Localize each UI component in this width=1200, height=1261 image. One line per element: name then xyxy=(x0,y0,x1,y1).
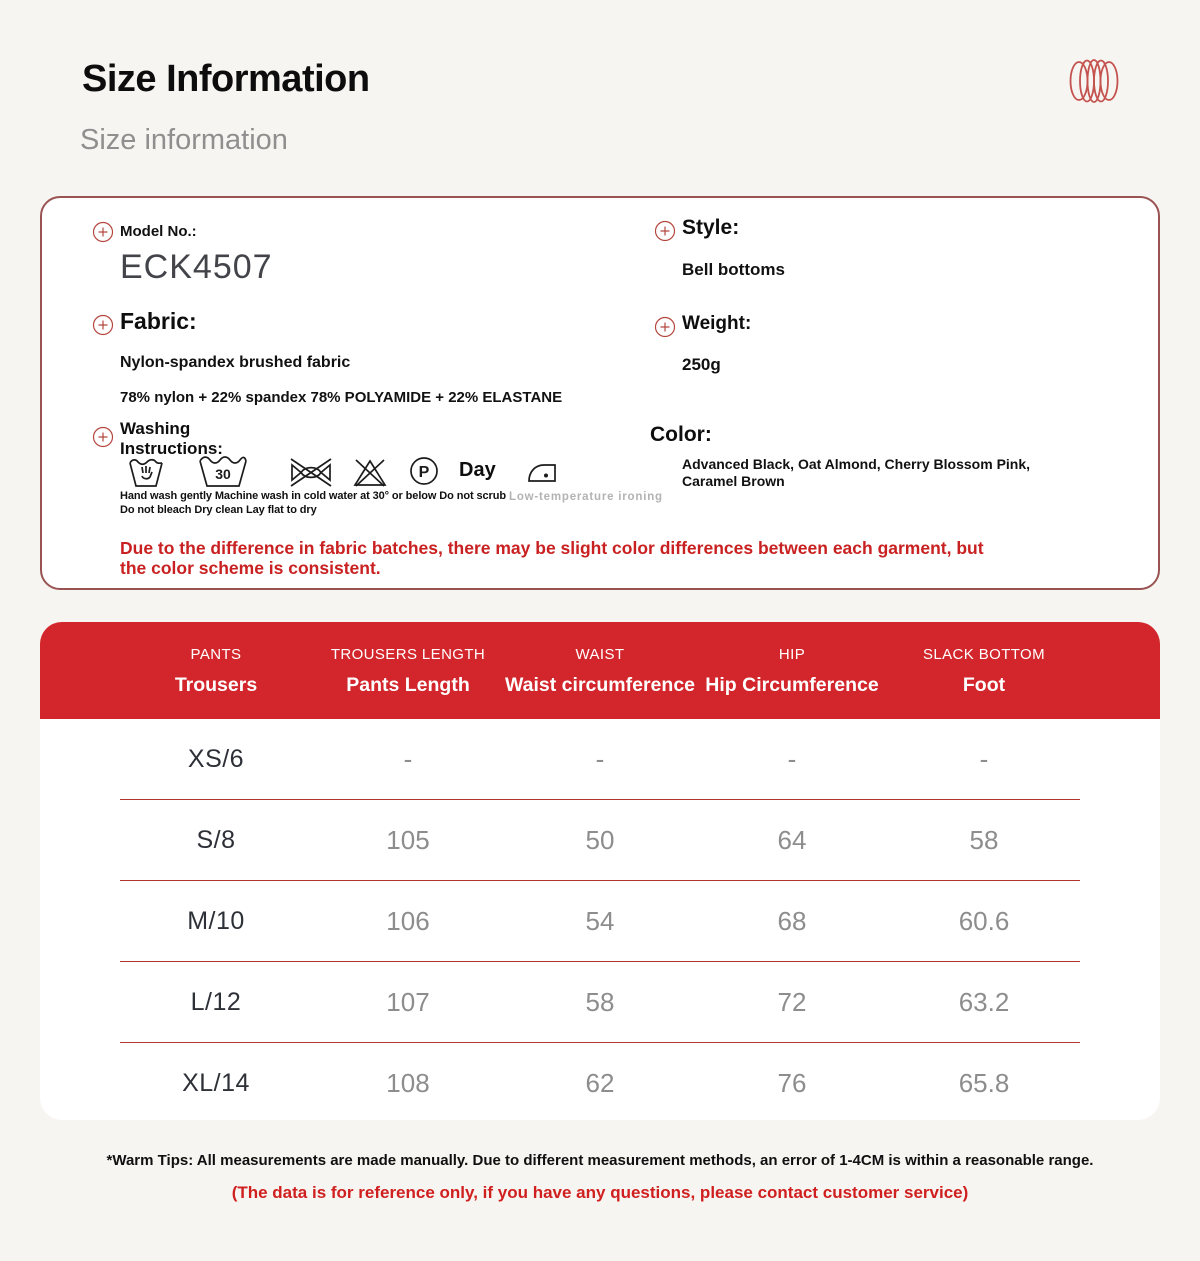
value-cell: 62 xyxy=(585,1067,615,1098)
size-cell: M/10 xyxy=(187,906,245,935)
fabric-label: Fabric: xyxy=(120,308,197,334)
day-label: Day xyxy=(459,459,496,481)
value-cell: 54 xyxy=(585,905,615,936)
table-header xyxy=(40,622,1160,719)
value-cell: - xyxy=(403,743,413,774)
value-cell: - xyxy=(979,743,989,774)
table-row xyxy=(120,800,1080,881)
table-header-cell-pants: PANTS Trousers xyxy=(174,646,258,696)
value-cell: 76 xyxy=(777,1067,807,1098)
value-cell: 106 xyxy=(386,905,430,936)
value-cell: 58 xyxy=(585,986,615,1017)
table-row xyxy=(120,881,1080,962)
size-table-card xyxy=(40,622,1160,1120)
washing-label: Washing Instructions: xyxy=(120,419,223,458)
table-header-cell-slack-bottom: SLACK BOTTOM Foot xyxy=(922,646,1046,696)
do-not-bleach-icon xyxy=(353,457,387,488)
color-label: Color: xyxy=(650,423,712,446)
value-cell: - xyxy=(787,743,797,774)
model-label: Model No.: xyxy=(120,223,197,240)
plus-icon xyxy=(92,426,114,448)
coil-logo-icon xyxy=(1068,58,1120,104)
weight-label: Weight: xyxy=(682,313,752,334)
page-subtitle: Size information xyxy=(80,124,288,156)
value-cell: 58 xyxy=(969,824,999,855)
table-body xyxy=(120,719,1080,1120)
table-header-cell-hip: HIP Hip Circumference xyxy=(705,646,879,696)
washing-caption-line1: Hand wash gently Machine wash in cold water at 30° or below Do not scrub xyxy=(120,490,506,502)
model-value: ECK4507 xyxy=(120,248,273,286)
value-cell: 63.2 xyxy=(958,986,1010,1017)
value-cell: 60.6 xyxy=(958,905,1010,936)
washing-caption-line2: Do not bleach Dry clean Lay flat to dry xyxy=(120,504,317,516)
style-value: Bell bottoms xyxy=(682,260,785,279)
plus-icon xyxy=(654,220,676,242)
svg-text:P: P xyxy=(418,464,430,481)
value-cell: 72 xyxy=(777,986,807,1017)
size-cell: XL/14 xyxy=(182,1068,250,1097)
value-cell: 68 xyxy=(777,905,807,936)
weight-value: 250g xyxy=(682,355,721,374)
value-cell: 50 xyxy=(585,824,615,855)
dry-clean-p-icon xyxy=(409,456,439,486)
product-info-card xyxy=(40,196,1160,590)
value-cell: - xyxy=(595,743,605,774)
value-cell: 64 xyxy=(777,824,807,855)
table-header-cell-waist: WAIST Waist circumference xyxy=(504,646,696,696)
machine-wash-30-icon xyxy=(198,454,248,488)
plus-icon xyxy=(92,221,114,243)
style-label: Style: xyxy=(682,216,740,239)
plus-icon xyxy=(654,316,676,338)
table-row xyxy=(120,719,1080,800)
page-title: Size Information xyxy=(82,58,370,100)
value-cell: 105 xyxy=(386,824,430,855)
fabric-name: Nylon-spandex brushed fabric xyxy=(120,354,351,371)
value-cell: 65.8 xyxy=(958,1067,1010,1098)
fabric-batch-notice: Due to the difference in fabric batches, there may be slight color differences between each garment, but the color scheme is consistent. xyxy=(120,538,984,578)
size-cell: XS/6 xyxy=(187,744,245,773)
do-not-wring-icon xyxy=(289,457,333,488)
svg-text:30: 30 xyxy=(215,466,231,482)
value-cell: 107 xyxy=(386,986,430,1017)
fabric-composition: 78% nylon + 22% spandex 78% POLYAMIDE + 22% ELASTANE xyxy=(120,389,563,406)
warm-tips-note: *Warm Tips: All measurements are made manually. Due to different measurement methods, an error of 1-4CM is within a reasonable range. xyxy=(106,1152,1094,1169)
reference-note: (The data is for reference only, if you have any questions, please contact customer service) xyxy=(231,1183,969,1202)
size-cell: S/8 xyxy=(196,825,236,854)
size-cell: L/12 xyxy=(190,987,242,1016)
plus-icon xyxy=(92,314,114,336)
low-temp-iron-icon xyxy=(526,459,558,488)
table-row xyxy=(120,1043,1080,1120)
table-header-cell-trousers-length: TROUSERS LENGTH Pants Length xyxy=(330,646,486,696)
table-row xyxy=(120,962,1080,1043)
iron-caption: Low-temperature ironing xyxy=(509,491,663,503)
hand-wash-icon xyxy=(128,455,164,488)
washing-icons-row xyxy=(128,454,558,488)
color-value: Advanced Black, Oat Almond, Cherry Blossom Pink, Caramel Brown xyxy=(682,456,1031,489)
value-cell: 108 xyxy=(386,1067,430,1098)
